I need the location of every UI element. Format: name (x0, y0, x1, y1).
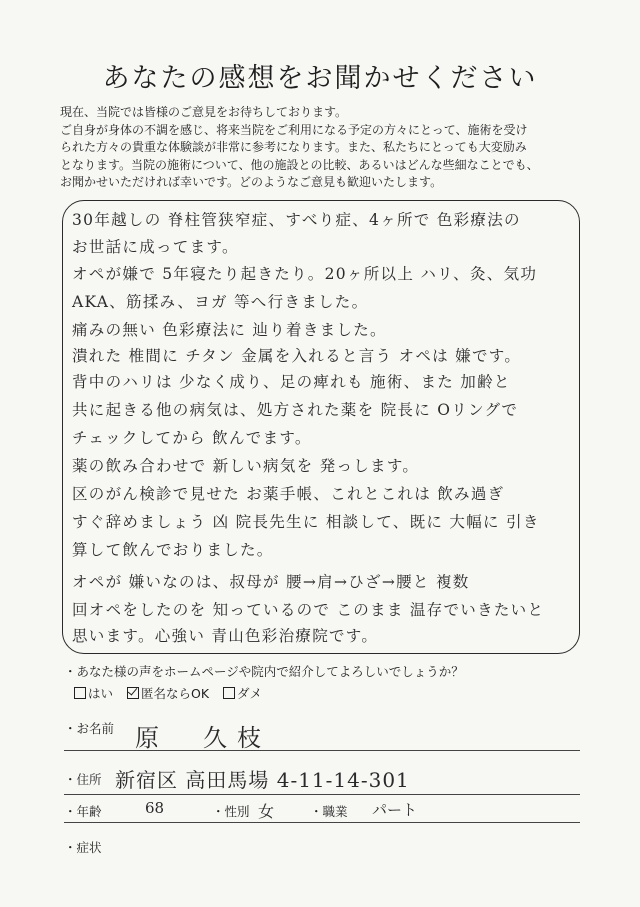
job-label: ・職業 (310, 804, 348, 819)
comment-line: オペが 嫌いなのは、叔母が 腰→肩→ひざ→腰と 複数 (72, 573, 470, 591)
comment-line: 共に起きる他の病気は、処方された薬を 院長に Oリングで (72, 401, 519, 419)
form-title: あなたの感想をお聞かせください (102, 63, 538, 94)
option-label: ダメ (237, 686, 263, 701)
job-value[interactable]: パート (372, 801, 418, 819)
checkbox[interactable] (223, 687, 235, 699)
comment-line: 背中のハリは 少なく成り、足の痺れも 施術、また 加齢と (72, 373, 511, 391)
symptom-label: ・症状 (64, 840, 102, 855)
comment-line: 回オペをしたのを 知っているので このまま 温存でいきたいと (72, 601, 545, 619)
checkbox[interactable] (74, 687, 86, 699)
checkbox-checked[interactable] (127, 687, 139, 699)
intro-text (60, 104, 620, 192)
address-underline (64, 794, 580, 795)
name-value[interactable]: 原 久枝 (135, 724, 271, 752)
comment-line: オペが嫌で 5年寝たり起きたり。20ヶ所以上 ハリ、灸、気功 (72, 265, 538, 283)
age-label: ・年齢 (64, 804, 102, 819)
consent-option-anonymous[interactable] (127, 684, 209, 702)
intro-line: お聞かせいただければ幸いです。どのようなご意見も歓迎いたします。 (60, 175, 443, 189)
comment-line: チェックしてから 飲んでます。 (72, 429, 312, 447)
name-underline (64, 750, 580, 751)
intro-line: られた方々の貴重な体験談が非常に参考になります。また、私たちにとっても大変励み (60, 140, 527, 154)
comment-line: お世話に成ってます。 (72, 238, 239, 256)
consent-option-yes[interactable] (74, 684, 113, 702)
option-label: 匿名ならOK (141, 686, 210, 701)
comment-line: すぐ辞めましょう 凶 院長先生に 相談して、既に 大幅に 引き (72, 513, 540, 531)
comment-line: AKA、筋揉み、ヨガ 等へ行きました。 (72, 293, 369, 311)
comment-line: 区のがん検診で見せた お薬手帳、これとこれは 飲み過ぎ (72, 485, 505, 503)
comment-line: 薬の飲み合わせで 新しい病気を 発っします。 (72, 457, 420, 475)
gender-value[interactable]: 女 (258, 802, 275, 821)
consent-option-no[interactable] (223, 684, 262, 702)
age-value[interactable]: 68 (145, 799, 165, 817)
comment-line: 潰れた 椎間に チタン 金属を入れると言う オペは 嫌です。 (72, 347, 522, 365)
intro-line: ご自身が身体の不調を感じ、将来当院をご利用になる予定の方々にとって、施術を受け (60, 122, 528, 137)
address-label: ・住所 (64, 772, 102, 787)
intro-line: となります。当院の施術について、他の施設との比較、あるいはどんな些細なことでも、 (60, 157, 539, 172)
name-label: ・お名前 (64, 721, 115, 736)
comment-line: 思います。心強い 青山色彩治療院です。 (72, 627, 379, 645)
intro-line: 現在、当院では皆様のご意見をお待ちしております。 (60, 105, 348, 119)
details-underline (64, 822, 580, 823)
consent-options (74, 684, 272, 702)
gender-label: ・性別 (212, 804, 250, 819)
consent-question: ・あなた様の声をホームページや院内で紹介してよろしいでしょうか？ (64, 664, 464, 679)
comment-line: 痛みの無い 色彩療法に 辿り着きました。 (72, 321, 387, 339)
comment-line: 算して飲んでおりました。 (72, 541, 274, 559)
address-value[interactable]: 新宿区 高田馬場 4-11-14-301 (115, 768, 410, 792)
comment-line: 30年越しの 脊柱管狭窄症、すべり症、4ヶ所で 色彩療法の (72, 211, 521, 229)
option-label: はい (88, 686, 114, 701)
